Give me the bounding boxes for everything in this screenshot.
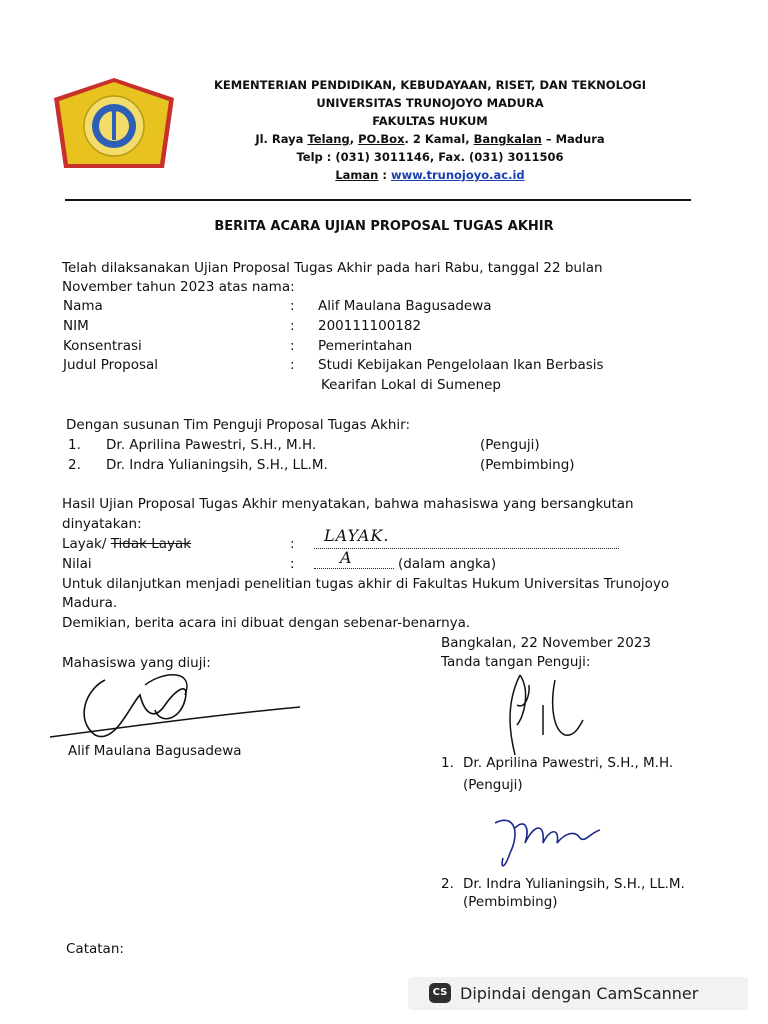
nilai-label: Nilai bbox=[62, 556, 92, 572]
ministry-name: KEMENTERIAN PENDIDIKAN, KEBUDAYAAN, RISET, DAN TEKNOLOGI bbox=[213, 78, 646, 92]
tidak-layak-label: Tidak Layak bbox=[110, 536, 192, 552]
field-label-nim: NIM bbox=[63, 318, 89, 334]
continue-line-2: Madura. bbox=[62, 595, 118, 611]
student-name: Alif Maulana Bagusadewa bbox=[68, 743, 242, 759]
university-seal-icon bbox=[52, 76, 176, 176]
result-line-2: dinyatakan: bbox=[62, 516, 142, 532]
website-label: Laman bbox=[335, 168, 379, 182]
layak-colon: : bbox=[290, 536, 295, 552]
field-colon: : bbox=[290, 318, 295, 334]
university-name: UNIVERSITAS TRUNOJOYO MADURA bbox=[316, 96, 544, 110]
faculty-name: FAKULTAS HUKUM bbox=[372, 114, 488, 128]
nilai-colon: : bbox=[290, 556, 295, 572]
team-num: 2. bbox=[68, 457, 81, 473]
notes-label: Catatan: bbox=[66, 941, 124, 957]
field-value-konsentrasi: Pemerintahan bbox=[318, 338, 413, 354]
field-label-nama: Nama bbox=[63, 298, 103, 314]
signer-name: Dr. Aprilina Pawestri, S.H., M.H. bbox=[463, 755, 674, 771]
team-name: Dr. Indra Yulianingsih, S.H., LL.M. bbox=[106, 457, 328, 473]
examiner-sign-label: Tanda tangan Penguji: bbox=[441, 654, 591, 670]
team-intro: Dengan susunan Tim Penguji Proposal Tugas Akhir: bbox=[66, 417, 410, 433]
nilai-dotted-line bbox=[314, 568, 394, 569]
closing-line: Demikian, berita acara ini dibuat dengan sebenar-benarnya. bbox=[62, 615, 471, 631]
team-role: (Pembimbing) bbox=[480, 457, 575, 473]
team-role: (Penguji) bbox=[480, 437, 540, 453]
nilai-suffix: (dalam angka) bbox=[398, 556, 497, 572]
place-date: Bangkalan, 22 November 2023 bbox=[441, 635, 652, 651]
website-line: Laman : www.trunojoyo.ac.id bbox=[335, 168, 525, 182]
signer-num: 2. bbox=[441, 876, 454, 892]
signer-name: Dr. Indra Yulianingsih, S.H., LL.M. bbox=[463, 876, 685, 892]
continue-line-1: Untuk dilanjutkan menjadi penelitian tugas akhir di Fakultas Hukum Universitas Trunojoyo bbox=[62, 576, 670, 592]
field-label-konsentrasi: Konsentrasi bbox=[63, 338, 142, 354]
field-colon: : bbox=[290, 298, 295, 314]
field-label-judul: Judul Proposal bbox=[63, 357, 159, 373]
student-sign-label: Mahasiswa yang diuji: bbox=[62, 655, 211, 671]
team-num: 1. bbox=[68, 437, 81, 453]
website-link[interactable]: www.trunojoyo.ac.id bbox=[390, 168, 525, 182]
field-value-judul: Studi Kebijakan Pengelolaan Ikan Berbasis bbox=[318, 357, 604, 373]
phone-line: Telp : (031) 3011146, Fax. (031) 3011506 bbox=[296, 150, 564, 164]
team-name: Dr. Aprilina Pawestri, S.H., M.H. bbox=[106, 437, 317, 453]
document-title: BERITA ACARA UJIAN PROPOSAL TUGAS AKHIR bbox=[214, 219, 554, 234]
camscanner-logo-icon: CS bbox=[429, 983, 451, 1003]
signer-num: 1. bbox=[441, 755, 454, 771]
field-colon: : bbox=[290, 357, 295, 373]
layak-dotted-line bbox=[314, 548, 619, 549]
result-line-1: Hasil Ujian Proposal Tugas Akhir menyatakan, bahwa mahasiswa yang bersangkutan bbox=[62, 496, 634, 512]
examiner-1-signature bbox=[495, 665, 595, 760]
field-colon: : bbox=[290, 338, 295, 354]
field-value-judul-cont: Kearifan Lokal di Sumenep bbox=[321, 377, 501, 393]
address-line: Jl. Raya Telang, PO.Box. 2 Kamal, Bangkalan – Madura bbox=[255, 132, 605, 146]
field-value-nim: 200111100182 bbox=[318, 318, 422, 334]
header-divider bbox=[65, 199, 691, 201]
nilai-handwritten-value: A bbox=[340, 548, 352, 567]
intro-line-1: Telah dilaksanakan Ujian Proposal Tugas Akhir pada hari Rabu, tanggal 22 bulan bbox=[62, 260, 603, 276]
signer-role: (Pembimbing) bbox=[463, 894, 558, 910]
scanner-text: Dipindai dengan CamScanner bbox=[460, 984, 699, 1003]
layak-handwritten-value: LAYAK. bbox=[324, 526, 390, 545]
signer-role: (Penguji) bbox=[463, 777, 523, 793]
layak-label: Layak/ Tidak Layak bbox=[62, 536, 192, 552]
intro-line-2: November tahun 2023 atas nama: bbox=[62, 279, 295, 295]
examiner-2-signature bbox=[485, 808, 615, 878]
field-value-nama: Alif Maulana Bagusadewa bbox=[318, 298, 492, 314]
